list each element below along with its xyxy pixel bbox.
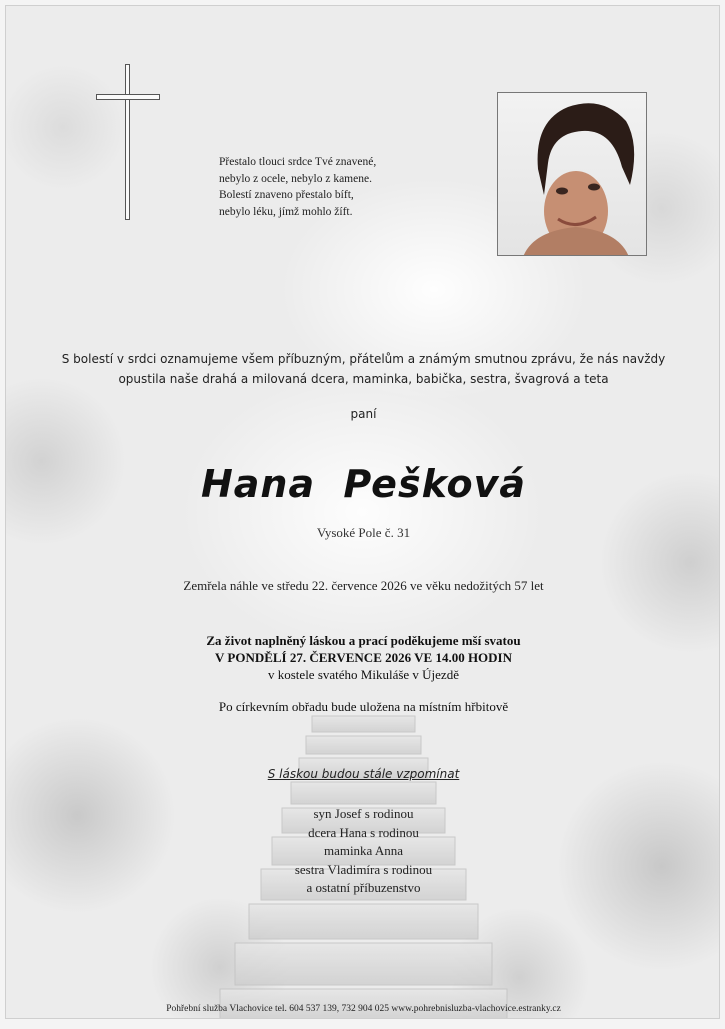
poem-line: nebylo z ocele, nebylo z kamene.	[219, 172, 372, 185]
burial-info: Po církevním obřadu bude uložena na místním hřbitově	[218, 699, 509, 714]
mourner: dcera Hana s rodinou	[308, 824, 419, 840]
mourners-list	[6, 805, 720, 898]
poem-line: Bolestí znaveno přestalo bíft,	[219, 189, 354, 201]
intro-line: opustila naše drahá a milovaná dcera, maminka, babička, sestra, švagrová a teta	[118, 372, 609, 386]
cross-icon	[96, 64, 160, 222]
death-notice: Zemřela náhle ve středu 22. července 2026 ve věku nedožitých 57 let	[183, 578, 544, 593]
funeral-info	[6, 632, 720, 683]
title-word: paní	[350, 407, 377, 421]
deceased-name: Hana Pešková	[200, 462, 527, 506]
memory-line	[6, 767, 720, 781]
mourner: sestra Vladimíra s rodinou	[294, 861, 433, 877]
poem-line: nebylo léku, jímž mohlo žíft.	[219, 205, 353, 218]
poem	[219, 154, 376, 220]
obituary-page	[5, 5, 720, 1019]
intro-line: S bolestí v srdci oznamujeme všem příbuzným, přátelům a známým smutnou zprávu, že nás navždy	[61, 352, 666, 366]
portrait-photo	[497, 92, 647, 256]
mourner: syn Josef s rodinou	[313, 806, 414, 821]
poem-line: Přestalo tlouci srdce Tvé znavené,	[219, 156, 377, 168]
intro-text	[6, 349, 720, 389]
address: Vysoké Pole č. 31	[316, 525, 411, 540]
funeral-line: V PONDĚLÍ 27. ČERVENCE 2026 VE 14.00 HODIN	[214, 650, 512, 665]
memory-text: S láskou budou stále vzpomínat	[267, 767, 460, 781]
footer-contact: Pohřební služba Vlachovice tel. 604 537 139, 732 904 025 www.pohrebnisluzba-vlachovice.estranky.cz	[166, 1004, 561, 1014]
funeral-line: v kostele svatého Mikuláše v Újezdě	[268, 667, 459, 682]
mourner: maminka Anna	[323, 843, 404, 858]
funeral-line: Za život naplněný láskou a prací poděkujeme mší svatou	[206, 633, 521, 648]
mourner: a ostatní příbuzenstvo	[306, 880, 421, 895]
